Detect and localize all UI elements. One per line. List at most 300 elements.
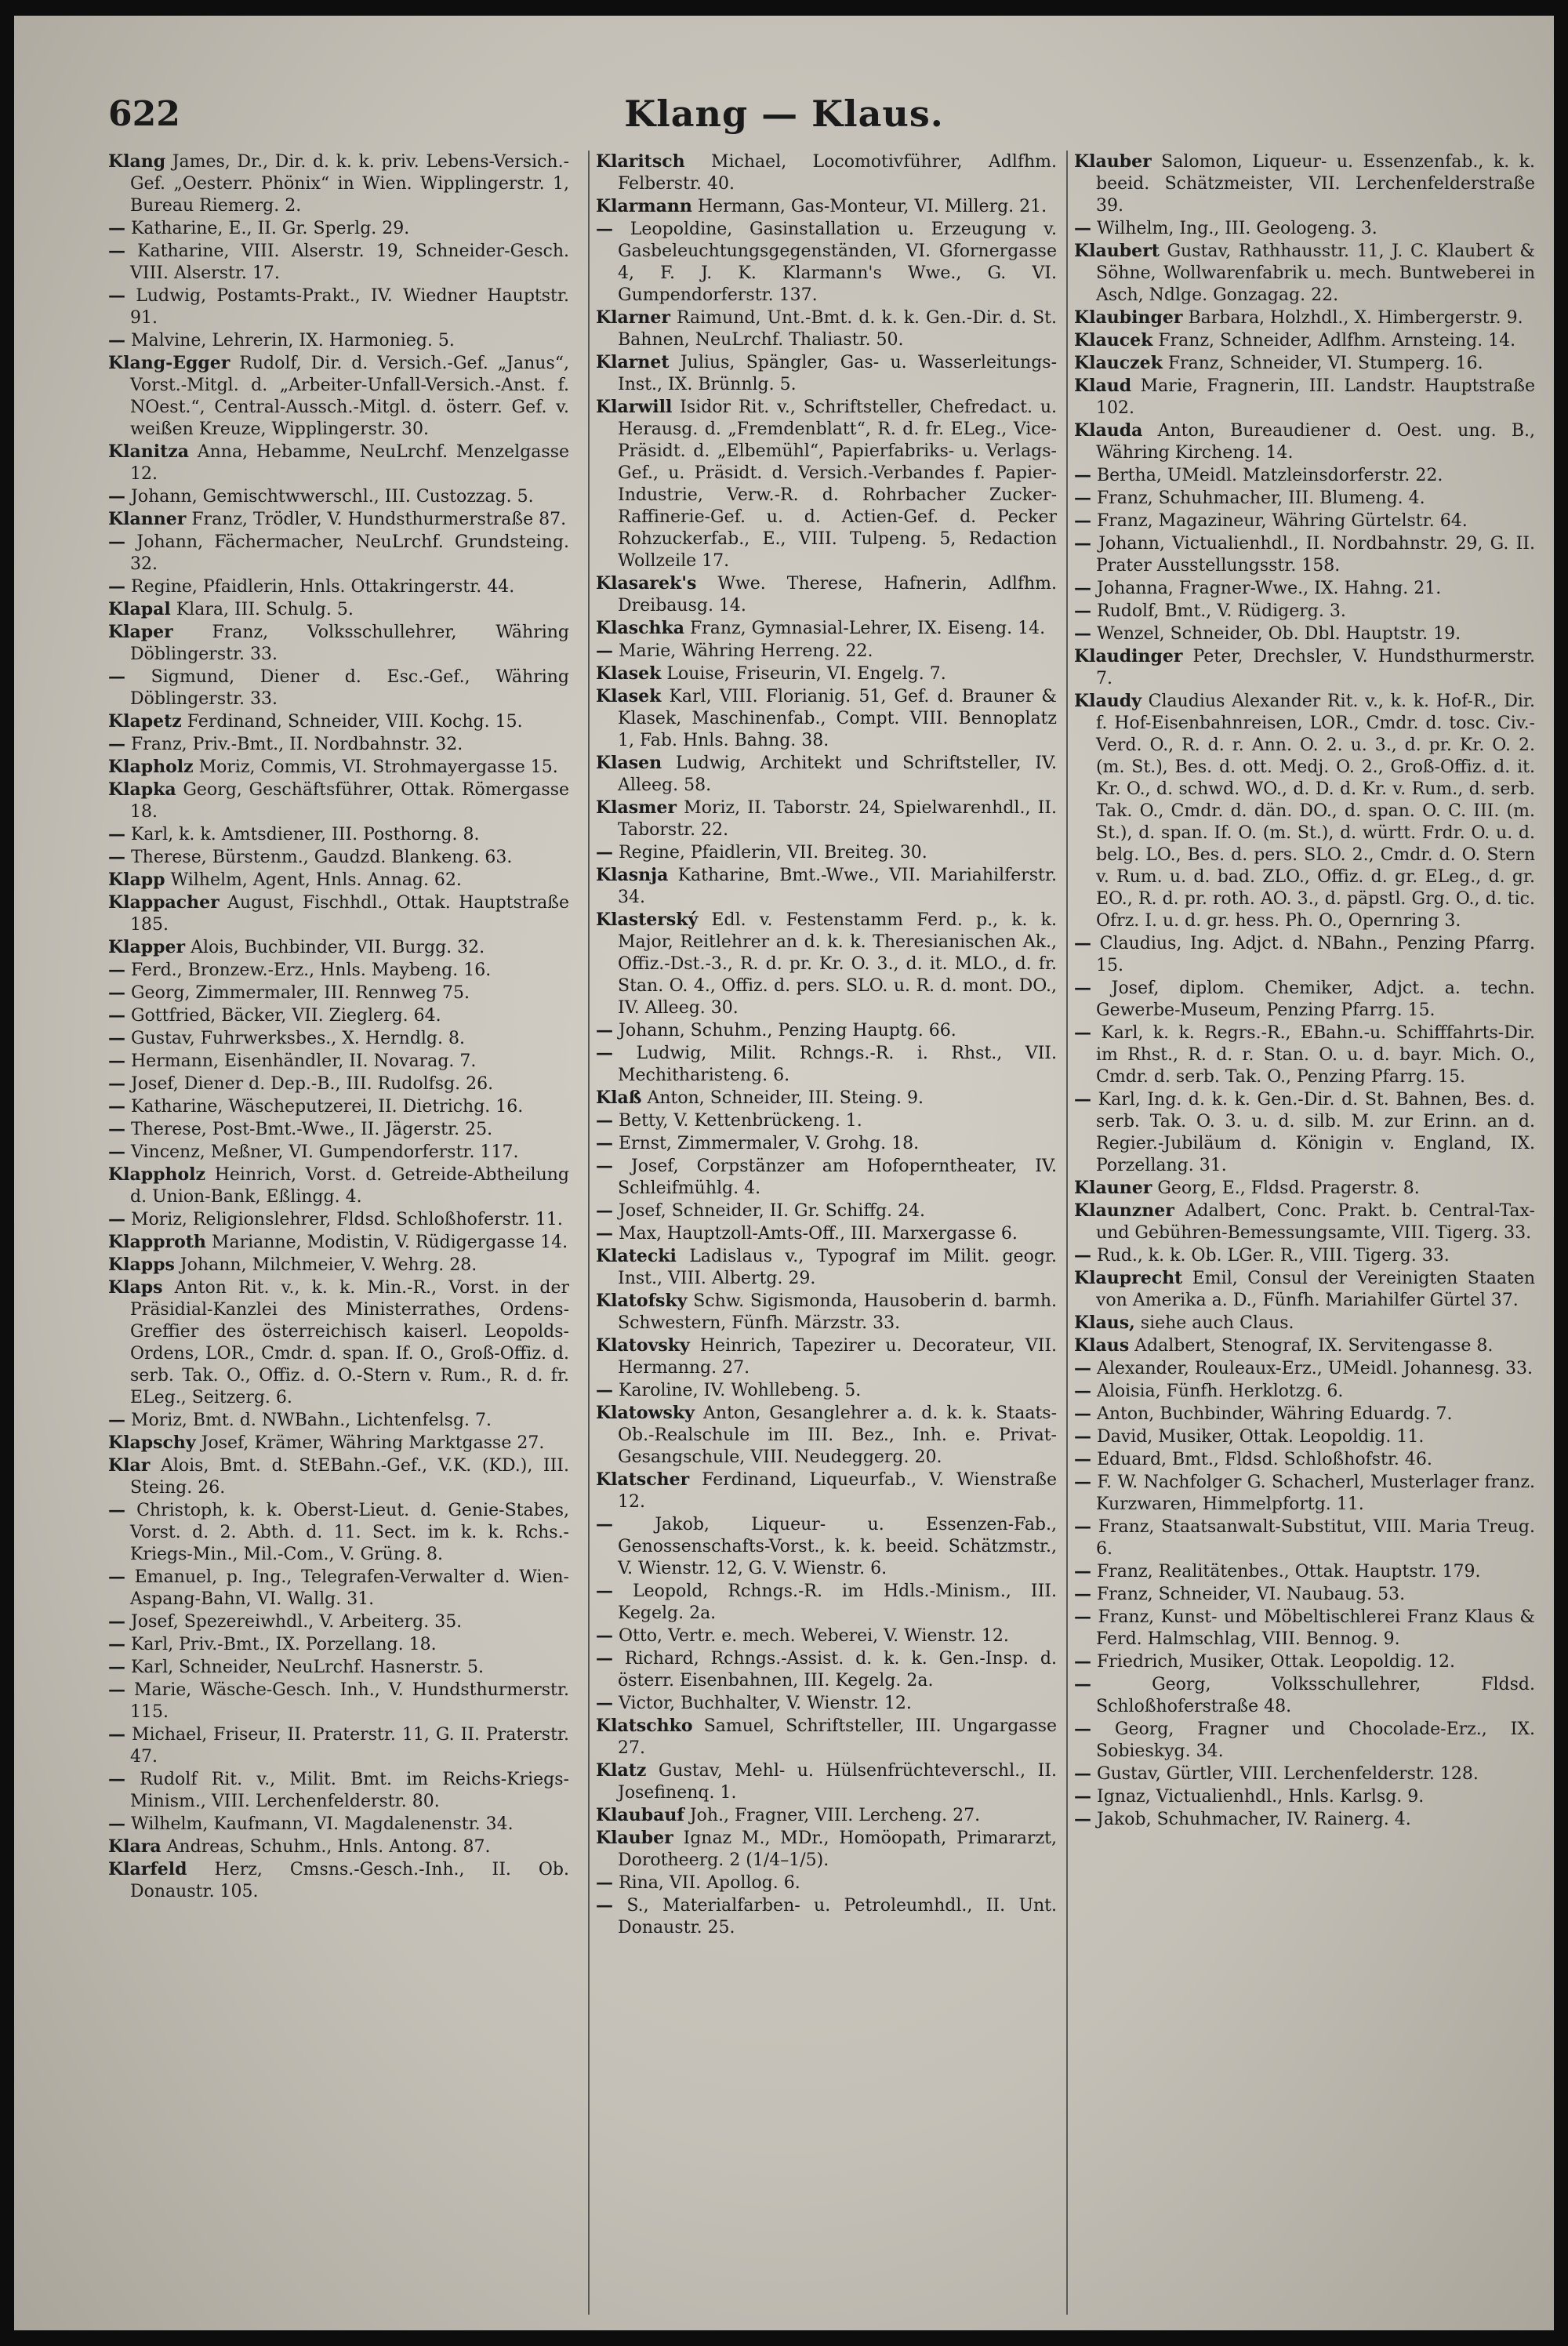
entry-details: Johann, Schuhm., Penzing Hauptg. 66. <box>619 1021 956 1040</box>
directory-entry <box>596 1827 1057 1872</box>
entry-details: Karl, k. k. Amtsdiener, III. Posthorng. 8. <box>131 825 480 844</box>
directory-entry <box>596 1692 1057 1715</box>
directory-entry <box>108 1656 569 1679</box>
entry-surname: — <box>1074 623 1091 644</box>
directory-entry <box>108 936 569 959</box>
directory-entry <box>1074 1471 1535 1516</box>
entry-surname: — <box>1074 1809 1091 1829</box>
entry-details: Isidor Rit. v., Schriftsteller, Chefredact. u. Herausg. d. „Fremdenblatt“, R. d. fr. ELeg., Vice-Präsidt. d. „Elbemühl“, Papierfabriks- u. Verlags-Gef., u. Präsidt. d. Versich.-Verbandes f. Papier-Industrie, Verw.-R. d. Rohrbacher Zucker-Raffinerie-Gef. u. d. Actien-Gef. d. Pecker Rohzuckerfab., E., VIII. Tulpeng. 5, Redaction Wollzeile 17. <box>618 398 1057 571</box>
entry-details: Vincenz, Meßner, VI. Gumpendorferstr. 117. <box>131 1142 519 1162</box>
entry-surname: — <box>596 641 613 661</box>
entry-surname: — <box>596 1223 613 1244</box>
entry-surname: — <box>1074 933 1091 953</box>
entry-details: Franz, Trödler, V. Hundsthurmerstraße 87. <box>191 510 567 529</box>
directory-entry <box>1074 623 1535 645</box>
entry-details: Salomon, Liqueur- u. Essenzenfab., k. k. beeid. Schätzmeister, VII. Lerchenfelderstraße 39. <box>1096 152 1535 216</box>
directory-entry <box>108 576 569 598</box>
entry-surname: — <box>1074 1089 1091 1109</box>
directory-entry <box>596 351 1057 396</box>
directory-entry <box>1074 932 1535 977</box>
entry-details: Claudius, Ing. Adjct. d. NBahn., Penzing Pfarrg. 15. <box>1096 934 1535 975</box>
entry-surname: — <box>1074 218 1091 238</box>
directory-entry <box>596 1402 1057 1469</box>
entry-details: Wilhelm, Ing., III. Geologeng. 3. <box>1097 219 1377 238</box>
directory-entry <box>596 841 1057 864</box>
entry-details: Ferdinand, Schneider, VIII. Kochg. 15. <box>187 712 523 732</box>
entry-details: Marie, Fragnerin, III. Landstr. Hauptstraße 102. <box>1096 376 1535 418</box>
entry-details: Josef, Krämer, Währing Marktgasse 27. <box>201 1433 545 1453</box>
entry-surname: — <box>108 532 125 552</box>
entry-details: Moriz, II. Taborstr. 24, Spielwarenhdl., II. Taborstr. 22. <box>618 798 1057 840</box>
entry-details: Gottfried, Bäcker, VII. Zieglerg. 64. <box>131 1006 441 1026</box>
entry-surname: Klasterský <box>596 910 699 930</box>
entry-surname: — <box>108 1209 125 1229</box>
entry-surname: — <box>108 1096 125 1117</box>
entry-details: Johann, Gemischtwwerschl., III. Custozzag. 5. <box>131 487 534 507</box>
entry-surname: Klapschy <box>108 1433 196 1453</box>
directory-entry <box>108 779 569 823</box>
entry-details: Therese, Post-Bmt.-Wwe., II. Jägerstr. 25. <box>131 1120 493 1139</box>
entry-details: Franz, Volksschullehrer, Währing Döblingerstr. 33. <box>130 623 569 664</box>
entry-details: Gustav, Gürtler, VIII. Lerchenfelderstr. 128. <box>1097 1764 1479 1784</box>
entry-surname: — <box>108 734 125 754</box>
entry-surname: Klaudinger <box>1074 646 1183 666</box>
directory-entry <box>1074 1200 1535 1244</box>
entry-surname: Klanner <box>108 509 187 529</box>
entry-surname: — <box>1074 1561 1091 1582</box>
directory-entry <box>596 1647 1057 1692</box>
entry-surname: — <box>1074 1472 1091 1492</box>
directory-entry <box>596 1155 1057 1200</box>
entry-details: Victor, Buchhalter, V. Wienstr. 12. <box>619 1694 912 1713</box>
entry-surname: Klaschka <box>596 618 685 638</box>
directory-entry <box>108 485 569 508</box>
directory-entry <box>596 663 1057 685</box>
entry-surname: Klatscher <box>596 1469 690 1490</box>
entry-surname: Klaubinger <box>1074 307 1183 328</box>
directory-entry <box>108 1813 569 1836</box>
entry-surname: Klaudy <box>1074 691 1142 711</box>
entry-surname: Klauprecht <box>1074 1268 1183 1288</box>
directory-entry <box>1074 1088 1535 1177</box>
entry-surname: — <box>1074 1516 1091 1537</box>
entry-surname: Klatofsky <box>596 1291 688 1311</box>
directory-entry <box>1074 1335 1535 1357</box>
directory-entry <box>1074 1267 1535 1312</box>
entry-surname: — <box>596 842 613 862</box>
directory-entry <box>596 1042 1057 1087</box>
entry-surname: — <box>596 1581 613 1601</box>
entry-surname: Klappacher <box>108 892 220 913</box>
directory-entry <box>1074 690 1535 932</box>
entry-details: Franz, Schneider, VI. Stumperg. 16. <box>1167 354 1483 373</box>
directory-entry <box>108 823 569 846</box>
entry-surname: — <box>1074 1358 1091 1378</box>
directory-entry <box>1074 1022 1535 1088</box>
directory-entry <box>1074 600 1535 623</box>
page-header <box>14 16 1554 149</box>
entry-details: Ignaz, Victualienhdl., Hnls. Karlsg. 9. <box>1097 1787 1425 1807</box>
entry-surname: — <box>1074 578 1091 598</box>
entry-details: Rudolf Rit. v., Milit. Bmt. im Reichs-Kriegs-Minism., VIII. Lerchenfelderstr. 80. <box>130 1770 569 1811</box>
entry-surname: — <box>596 219 613 239</box>
entry-details: Ludwig, Postamts-Prakt., IV. Wiedner Hauptstr. 91. <box>130 286 569 328</box>
directory-entry <box>108 240 569 285</box>
entry-details: Anton, Bureaudiener d. Oest. ung. B., Währing Kircheng. 14. <box>1096 421 1535 463</box>
entry-surname: — <box>108 824 125 844</box>
entry-surname: — <box>108 982 125 1003</box>
entry-details: Heinrich, Vorst. d. Getreide-Abtheilung d. Union-Bank, Eßlingg. 4. <box>130 1165 569 1207</box>
entry-details: Moriz, Commis, VI. Strohmayergasse 15. <box>198 757 558 777</box>
entry-details: Gustav, Mehl- u. Hülsenfrüchteverschl., II. Josefinenq. 1. <box>618 1761 1057 1803</box>
entry-surname: — <box>1074 1022 1091 1043</box>
entry-details: Regine, Pfaidlerin, VII. Breiteg. 30. <box>619 843 927 862</box>
entry-details: siehe auch Claus. <box>1140 1313 1294 1333</box>
entry-surname: — <box>1074 533 1091 554</box>
entry-details: Michael, Locomotivführer, Adlfhm. Felberstr. 40. <box>618 152 1057 194</box>
entry-details: James, Dr., Dir. d. k. k. priv. Lebens-Versich.-Gef. „Oesterr. Phönix“ in Wien. Wipplingerstr. 1, Bureau Riemerg. 2. <box>130 152 569 216</box>
directory-entry <box>108 441 569 485</box>
entry-surname: Klapholz <box>108 757 194 777</box>
entry-surname: — <box>596 1156 613 1176</box>
entry-surname: Klasnja <box>596 865 669 885</box>
entry-surname: — <box>1074 1381 1091 1401</box>
directory-entry <box>108 1566 569 1611</box>
entry-details: Johanna, Fragner-Wwe., IX. Hahng. 21. <box>1097 579 1442 598</box>
directory-entry <box>108 1050 569 1073</box>
entry-surname: Klaus <box>1074 1335 1130 1356</box>
entry-surname: — <box>1074 1786 1091 1807</box>
entry-details: Otto, Vertr. e. mech. Weberei, V. Wienstr. 12. <box>619 1626 1009 1646</box>
entry-surname: Klappholz <box>108 1164 206 1185</box>
directory-entry <box>1074 1651 1535 1673</box>
entry-surname: Klauber <box>596 1828 673 1848</box>
entry-details: Anton, Buchbinder, Währing Eduardg. 7. <box>1097 1404 1453 1424</box>
directory-entry <box>1074 977 1535 1022</box>
entry-details: S., Materialfarben- u. Petroleumhdl., II. Unt. Donaustr. 25. <box>618 1896 1057 1937</box>
directory-entry <box>108 846 569 869</box>
entry-details: Wilhelm, Kaufmann, VI. Magdalenenstr. 34. <box>131 1814 514 1834</box>
directory-entry <box>596 1132 1057 1155</box>
entry-details: Ludwig, Architekt und Schriftsteller, IV. Alleeg. 58. <box>618 754 1057 795</box>
entry-details: Marie, Währing Herreng. 22. <box>619 641 873 661</box>
directory-entry <box>108 710 569 733</box>
directory-entry <box>108 1276 569 1409</box>
entry-surname: Klauda <box>1074 420 1143 441</box>
entry-details: Rina, VII. Apollog. 6. <box>619 1873 800 1893</box>
entry-surname: Klatovsky <box>596 1335 690 1356</box>
directory-entry <box>596 797 1057 841</box>
entry-details: Richard, Rchngs.-Assist. d. k. k. Gen.-Insp. d. österr. Eisenbahnen, III. Kegelg. 2a. <box>618 1649 1057 1690</box>
directory-entry <box>1074 1177 1535 1200</box>
directory-entry <box>596 151 1057 195</box>
directory-entry <box>1074 307 1535 329</box>
directory-entry <box>596 1019 1057 1042</box>
directory-entry <box>108 982 569 1004</box>
entry-details: Johann, Fächermacher, NeuLrchf. Grundsteing. 32. <box>130 532 569 574</box>
entry-details: F. W. Nachfolger G. Schacherl, Musterlager franz. Kurzwaren, Himmelpfortg. 11. <box>1096 1473 1535 1514</box>
directory-entry <box>108 869 569 892</box>
directory-entry <box>1074 1785 1535 1808</box>
entry-details: Leopold, Rchngs.-R. im Hdls.-Minism., III. Kegelg. 2a. <box>618 1582 1057 1623</box>
entry-details: Anna, Hebamme, NeuLrchf. Menzelgasse 12. <box>130 442 569 484</box>
entry-surname: Klaubert <box>1074 241 1160 261</box>
directory-entry <box>108 1454 569 1499</box>
entry-surname: Klaritsch <box>596 151 685 172</box>
entry-surname: — <box>108 1142 125 1162</box>
directory-entry <box>596 1760 1057 1804</box>
entry-details: Marie, Wäsche-Gesch. Inh., V. Hundsthurmerstr. 115. <box>130 1680 569 1722</box>
entry-surname: Klang-Egger <box>108 353 230 373</box>
entry-details: Karl, Schneider, NeuLrchf. Hasnerstr. 5. <box>131 1658 484 1677</box>
entry-surname: — <box>1074 1763 1091 1784</box>
entry-details: Eduard, Bmt., Fldsd. Schloßhofstr. 46. <box>1097 1450 1432 1469</box>
entry-surname: Klasek <box>596 663 662 684</box>
entry-details: Georg, Geschäftsführer, Ottak. Römergasse 18. <box>130 780 569 822</box>
entry-details: Regine, Pfaidlerin, Hnls. Ottakringerstr. 44. <box>131 577 515 597</box>
directory-entry <box>108 1095 569 1118</box>
entry-surname: — <box>108 576 125 597</box>
entry-surname: — <box>108 1611 125 1632</box>
entry-surname: — <box>108 1657 125 1677</box>
directory-entry <box>108 151 569 217</box>
directory-entry <box>596 685 1057 752</box>
entry-surname: — <box>596 1380 613 1400</box>
entry-details: Josef, Corpstänzer am Hofoperntheater, IV. Schleifmühlg. 4. <box>618 1157 1057 1198</box>
entry-details: Ladislaus v., Typograf im Milit. geogr. Inst., VIII. Albertg. 29. <box>618 1247 1057 1288</box>
entry-details: Jakob, Schuhmacher, IV. Rainerg. 4. <box>1097 1810 1411 1829</box>
directory-entry <box>596 1625 1057 1647</box>
entry-details: Ignaz M., MDr., Homöopath, Primararzt, Dorotheerg. 2 (1/4–1/5). <box>618 1828 1057 1870</box>
directory-entry <box>108 1611 569 1633</box>
entry-details: Samuel, Schriftsteller, III. Ungargasse 27. <box>618 1716 1057 1758</box>
entry-details: Franz, Schuhmacher, III. Blumeng. 4. <box>1097 488 1425 508</box>
entry-details: Barbara, Holzhdl., X. Himbergerstr. 9. <box>1188 308 1523 328</box>
entry-surname: Klasmer <box>596 797 677 818</box>
entry-details: Franz, Schneider, VI. Naubaug. 53. <box>1097 1585 1406 1604</box>
entry-details: Anton Rit. v., k. k. Min.-R., Vorst. in der Präsidial-Kanzlei des Ministerrathes, Ordens-Greffier des österreichisch kaiserl. Leopolds-Ordens, LOR., Cmdr. d. span. If. O., Groß-Offiz. d. serb. Tak. O., Offiz. d. O.-Stern v. Rum., R. d. fr. ELeg., Seitzerg. 6. <box>130 1278 569 1407</box>
directory-entry <box>108 352 569 441</box>
directory-entry <box>108 621 569 666</box>
entry-details: Claudius Alexander Rit. v., k. k. Hof-R., Dir. f. Hof-Eisenbahnreisen, LOR., Cmdr. d. tosc. Civ.-Verd. O., R. d. r. Ann. O. 2. u. 3., d. pr. Kr. O. 2. (m. St.), Bes. d. ott. Medj. O. 2., Groß-Offiz. d. it. Kr. O., d. schwd. WO., d. D. d. Kr. v. Rum., d. serb. Tak. O., Cmdr. d. dän. DO., d. span. O. C. III. (m. St.), d. span. If. O. (m. St.), d. württ. Frdr. O. u. d. belg. LO., Bes. d. pers. SLO. 2., Cmdr. d. O. Stern v. Rum. u. d. bad. ZLO., Offiz. d. gr. ELeg., d. gr. EO., R. d. pr. roth. AO. 3., d. päpstl. Grg. O., d. tic. Ofrz. I. u. d. gr. hess. Ph. O., Opernring 3. <box>1096 692 1535 931</box>
directory-entry <box>1074 1583 1535 1606</box>
entry-surname: Klasek <box>596 686 662 706</box>
entry-surname: Klapp <box>108 870 165 890</box>
entry-details: Franz, Gymnasial-Lehrer, IX. Eiseng. 14. <box>690 619 1046 638</box>
entry-details: Louise, Friseurin, VI. Engelg. 7. <box>666 664 946 684</box>
entry-details: Wenzel, Schneider, Ob. Dbl. Hauptstr. 19. <box>1097 624 1461 644</box>
directory-entry <box>596 1290 1057 1335</box>
directory-entry <box>1074 1606 1535 1651</box>
column-3 <box>1066 151 1535 2315</box>
directory-entry <box>1074 352 1535 375</box>
directory-entry <box>596 1222 1057 1245</box>
directory-entry <box>1074 1560 1535 1583</box>
entry-surname: Klaucek <box>1074 330 1153 350</box>
entry-details: Hermann, Gas-Monteur, VI. Millerg. 21. <box>697 197 1047 216</box>
directory-columns <box>108 151 1535 2315</box>
entry-surname: — <box>108 1724 125 1745</box>
entry-surname: Klauner <box>1074 1178 1152 1198</box>
entry-details: Katharine, E., II. Gr. Sperlg. 29. <box>131 219 410 238</box>
directory-entry <box>108 1499 569 1566</box>
entry-surname: — <box>108 1567 125 1587</box>
entry-details: Karl, Priv.-Bmt., IX. Porzellang. 18. <box>131 1635 437 1654</box>
directory-entry <box>1074 1763 1535 1785</box>
entry-surname: Klarnet <box>596 352 670 372</box>
directory-entry <box>108 1164 569 1208</box>
entry-details: Bertha, UMeidl. Matzleinsdorferstr. 22. <box>1097 466 1443 485</box>
entry-details: Edl. v. Festenstamm Ferd. p., k. k. Major, Reitlehrer an d. k. k. Theresianischen Ak., Offiz.-Dst.-3., R. d. pr. Kr. O. 3., d. it. MLO., d. fr. Stan. O. 4., Offiz. d. pers. SLO. u. R. d. mont. DO., IV. Alleeg. 30. <box>618 910 1057 1018</box>
directory-entry <box>1074 1718 1535 1763</box>
directory-entry <box>108 1073 569 1095</box>
entry-surname: — <box>1074 510 1091 531</box>
entry-surname: — <box>108 1028 125 1048</box>
directory-entry <box>1074 1448 1535 1471</box>
entry-surname: — <box>596 1043 613 1063</box>
entry-details: Hermann, Eisenhändler, II. Novarag. 7. <box>131 1051 477 1071</box>
entry-surname: — <box>108 1410 125 1430</box>
entry-details: Gustav, Fuhrwerksbes., X. Herndlg. 8. <box>131 1029 465 1048</box>
entry-surname: Klanitza <box>108 441 189 462</box>
entry-details: Anton, Schneider, III. Steing. 9. <box>647 1088 924 1108</box>
entry-details: Friedrich, Musiker, Ottak. Leopoldig. 12. <box>1097 1652 1455 1672</box>
directory-entry <box>1074 577 1535 600</box>
entry-details: Josef, Spezereiwhdl., V. Arbeiterg. 35. <box>131 1612 463 1632</box>
entry-details: Alois, Bmt. d. StEBahn.-Gef., V.K. (KD.), III. Steing. 26. <box>130 1456 569 1498</box>
directory-entry <box>596 1379 1057 1402</box>
entry-surname: — <box>1074 488 1091 508</box>
directory-entry <box>596 1894 1057 1939</box>
entry-surname: Klasen <box>596 753 662 773</box>
directory-entry <box>108 508 569 531</box>
directory-entry <box>596 1804 1057 1827</box>
entry-details: Emanuel, p. Ing., Telegrafen-Verwalter d. Wien-Aspang-Bahn, VI. Wallg. 31. <box>130 1567 569 1609</box>
column-1 <box>108 151 569 2315</box>
entry-details: Adalbert, Conc. Prakt. b. Central-Tax- und Gebühren-Bemessungsamte, VIII. Tigerg. 33. <box>1096 1201 1535 1243</box>
directory-entry <box>108 1027 569 1050</box>
entry-details: Franz, Realitätenbes., Ottak. Hauptstr. 179. <box>1097 1562 1481 1582</box>
entry-details: Katharine, VIII. Alserstr. 19, Schneider-Gesch. VIII. Alserstr. 17. <box>130 242 569 283</box>
directory-entry <box>1074 1380 1535 1403</box>
entry-details: Ferd., Bronzew.-Erz., Hnls. Maybeng. 16. <box>131 961 492 980</box>
directory-entry <box>108 1208 569 1231</box>
directory-entry <box>596 1872 1057 1894</box>
entry-surname: — <box>596 1514 613 1534</box>
entry-details: Max, Hauptzoll-Amts-Off., III. Marxergasse 6. <box>619 1224 1018 1244</box>
entry-details: Gustav, Rathhausstr. 11, J. C. Klaubert & Söhne, Wollwarenfabrik u. mech. Buntweberei in Asch, Ndlge. Gonzagag. 22. <box>1096 242 1535 305</box>
entry-details: Leopoldine, Gasinstallation u. Erzeugung v. Gasbeleuchtungsgegenständen, VI. Gfornergasse 4, F. J. K. Klarmann's Wwe., G. VI. Gumpendorferstr. 137. <box>618 220 1057 305</box>
entry-details: Karl, k. k. Regrs.-R., EBahn.-u. Schifffahrts-Dir. im Rhst., R. d. r. Stan. O. u. d. bayr. Mich. O., Cmdr. d. serb. Tak. O., Penzing Pfarrg. 15. <box>1096 1023 1535 1087</box>
entry-details: Wilhelm, Agent, Hnls. Annag. 62. <box>170 870 462 890</box>
entry-details: Franz, Kunst- und Möbeltischlerei Franz Klaus & Ferd. Halmschlag, VIII. Bennog. 9. <box>1096 1607 1535 1649</box>
directory-entry <box>596 1200 1057 1222</box>
directory-entry <box>1074 1357 1535 1380</box>
entry-details: Karoline, IV. Wohllebeng. 5. <box>619 1381 862 1400</box>
directory-entry <box>1074 240 1535 307</box>
entry-details: Karl, VIII. Florianig. 51, Gef. d. Brauner & Klasek, Maschinenfab., Compt. VIII. Bennoplatz 1, Fab. Hnls. Bahng. 38. <box>618 687 1057 750</box>
directory-entry <box>596 307 1057 351</box>
directory-entry <box>1074 1244 1535 1267</box>
entry-details: Katharine, Wäscheputzerei, II. Dietrichg. 16. <box>131 1097 524 1117</box>
entry-surname: — <box>108 1119 125 1139</box>
entry-details: Wwe. Therese, Hafnerin, Adlfhm. Dreibausg. 14. <box>618 574 1057 616</box>
entry-details: Rud., k. k. Ob. LGer. R., VIII. Tigerg. 33. <box>1097 1246 1450 1266</box>
directory-entry <box>108 666 569 710</box>
directory-entry <box>1074 464 1535 487</box>
entry-surname: — <box>1074 1449 1091 1469</box>
entry-surname: Klaud <box>1074 376 1132 396</box>
directory-entry <box>1074 487 1535 510</box>
directory-entry <box>108 959 569 982</box>
entry-details: Marianne, Modistin, V. Rüdigergasse 14. <box>211 1233 568 1252</box>
directory-entry <box>1074 1425 1535 1448</box>
directory-entry <box>1074 510 1535 532</box>
entry-surname: — <box>596 1895 613 1916</box>
directory-entry <box>108 1768 569 1813</box>
entry-details: Heinrich, Tapezirer u. Decorateur, VII. Hermanng. 27. <box>618 1336 1057 1378</box>
entry-details: Josef, Schneider, II. Gr. Schiffg. 24. <box>619 1201 926 1221</box>
directory-entry <box>1074 375 1535 419</box>
entry-surname: — <box>108 285 125 306</box>
entry-surname: — <box>108 847 125 867</box>
entry-details: Ludwig, Milit. Rchngs.-R. i. Rhst., VII. Mechitharisteng. 6. <box>618 1044 1057 1085</box>
entry-details: Joh., Fragner, VIII. Lercheng. 27. <box>689 1806 981 1825</box>
directory-entry <box>1074 217 1535 240</box>
entry-details: Josef, Diener d. Dep.-B., III. Rudolfsg. 26. <box>131 1074 494 1094</box>
entry-surname: Klarner <box>596 307 670 328</box>
directory-entry <box>108 285 569 329</box>
directory-entry <box>108 1254 569 1276</box>
directory-entry <box>1074 1312 1535 1335</box>
entry-surname: Klapproth <box>108 1232 206 1252</box>
entry-details: Moriz, Religionslehrer, Fldsd. Schloßhoferstr. 11. <box>131 1210 563 1229</box>
entry-details: Georg, Fragner und Chocolade-Erz., IX. Sobieskyg. 34. <box>1096 1720 1535 1761</box>
column-2 <box>588 151 1057 2315</box>
entry-details: Christoph, k. k. Oberst-Lieut. d. Genie-Stabes, Vorst. d. 2. Abth. d. 11. Sect. im k. k. Rchs.-Kriegs-Min., Mil.-Com., V. Grüng. 8. <box>130 1501 569 1564</box>
entry-details: Schw. Sigismonda, Hausoberin d. barmh. Schwestern, Fünfh. Märzstr. 33. <box>618 1291 1057 1333</box>
entry-details: August, Fischhdl., Ottak. Hauptstraße 185. <box>130 893 569 935</box>
entry-surname: — <box>108 218 125 238</box>
directory-entry <box>108 892 569 936</box>
entry-surname: Klaus, <box>1074 1313 1135 1333</box>
entry-details: Josef, diplom. Chemiker, Adjct. a. techn. Gewerbe-Museum, Penzing Pfarrg. 15. <box>1096 979 1535 1020</box>
entry-surname: — <box>1074 1651 1091 1672</box>
directory-entry <box>596 1109 1057 1132</box>
directory-entry <box>108 531 569 576</box>
entry-details: Rudolf, Dir. d. Versich.-Gef. „Janus“, Vorst.-Mitgl. d. „Arbeiter-Unfall-Versich.-Anst. f. NOest.“, Central-Aussch.-Mitgl. d. österr. Gef. v. weißen Kreuze, Wipplingerstr. 30. <box>130 354 569 439</box>
directory-entry <box>108 1409 569 1432</box>
directory-entry <box>108 1723 569 1768</box>
entry-surname: — <box>1074 1426 1091 1447</box>
entry-details: Georg, Zimmermaler, III. Rennweg 75. <box>131 983 470 1003</box>
entry-surname: Klapps <box>108 1255 175 1275</box>
entry-surname: Klasarek's <box>596 573 697 594</box>
entry-details: Julius, Spängler, Gas- u. Wasserleitungs-Inst., IX. Brünnlg. 5. <box>618 353 1057 394</box>
entry-details: Katharine, Bmt.-Wwe., VII. Mariahilferstr. 34. <box>618 866 1057 907</box>
directory-entry <box>108 1141 569 1164</box>
entry-surname: — <box>108 1680 125 1700</box>
directory-entry <box>596 1469 1057 1513</box>
entry-surname: Klatschko <box>596 1716 693 1736</box>
entry-surname: — <box>108 1769 125 1789</box>
entry-surname: — <box>1074 1404 1091 1424</box>
directory-entry <box>108 1004 569 1027</box>
entry-surname: — <box>596 1020 613 1040</box>
directory-entry <box>1074 1516 1535 1560</box>
entry-surname: — <box>1074 1607 1091 1627</box>
directory-entry <box>596 1715 1057 1760</box>
